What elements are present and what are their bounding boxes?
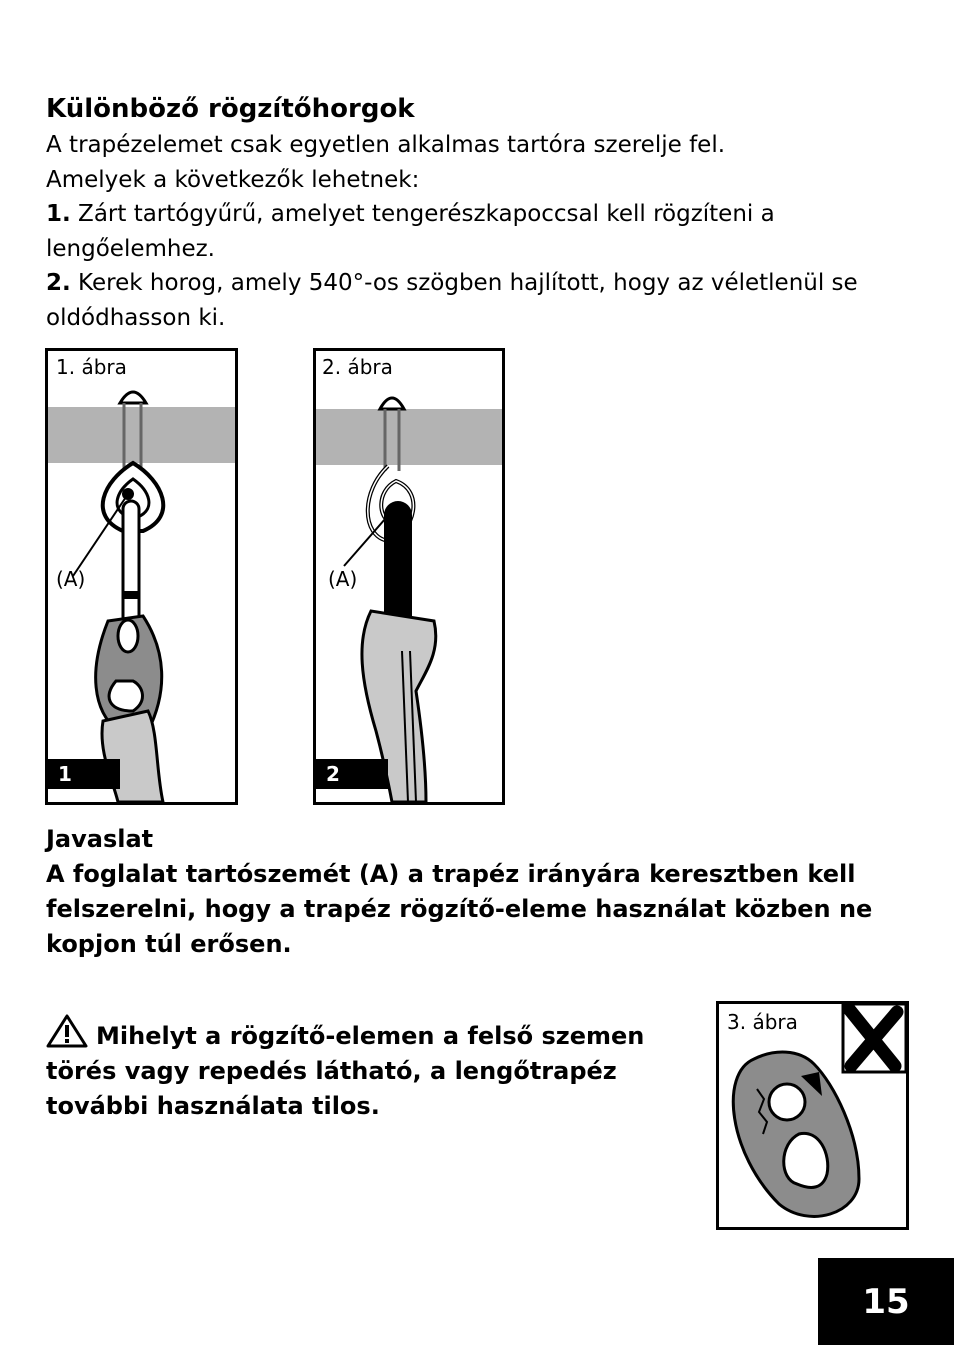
intro-line-1: A trapézelemet csak egyetlen alkalmas tartóra szerelje fel. (46, 132, 726, 158)
recommendation (46, 822, 906, 962)
figure-1-badge: 1 (48, 759, 120, 789)
figure-3 (716, 1001, 909, 1230)
figure-1 (45, 348, 238, 805)
list-item-2-text: Kerek horog, amely 540°-os szögben hajlított, hogy az véletlenül se oldódhasson ki. (46, 270, 858, 331)
list-item-1-number: 1. (46, 201, 71, 227)
section-heading: Különböző rögzítőhorgok (46, 94, 415, 124)
figure-1-callout: (A) (56, 567, 86, 591)
warning (46, 1014, 686, 1124)
figure-2-badge: 2 (316, 759, 388, 789)
figure-2-callout: (A) (328, 567, 358, 591)
recommendation-text: A foglalat tartószemét (A) a trapéz irányára keresztben kell felszerelni, hogy a trapéz rögzítő-eleme használat közben ne kopjon túl erősen. (46, 860, 873, 958)
instructions-section (46, 92, 886, 335)
warning-text: Mihelyt a rögzítő-elemen a felső szemen törés vagy repedés látható, a lengőtrapéz további használata tilos. (46, 1022, 645, 1120)
list-item-2 (46, 266, 886, 335)
figure-2 (313, 348, 505, 805)
list-item-1 (46, 197, 886, 266)
figure-3-illustration (719, 1004, 906, 1227)
intro-line-2: Amelyek a következők lehetnek: (46, 166, 420, 193)
figure-3-label: 3. ábra (727, 1010, 798, 1034)
recommendation-title: Javaslat (46, 825, 154, 853)
figure-2-label: 2. ábra (322, 355, 393, 379)
figure-1-label: 1. ábra (56, 355, 127, 379)
page-number: 15 (818, 1258, 954, 1345)
list-item-2-number: 2. (46, 270, 71, 296)
list-item-1-text: Zárt tartógyűrű, amelyet tengerészkapoccsal kell rögzíteni a lengőelemhez. (46, 201, 775, 262)
warning-triangle-icon (46, 1014, 88, 1048)
